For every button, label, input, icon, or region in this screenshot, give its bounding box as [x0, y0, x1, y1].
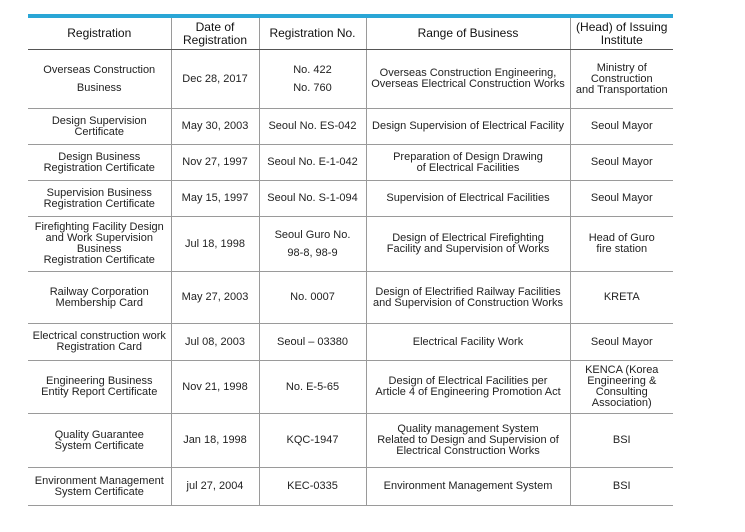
cell-range: Environment Management System	[366, 468, 570, 506]
cell-number: Seoul No. E-1-042	[259, 145, 366, 181]
header-date: Date of Registration	[171, 18, 259, 50]
cell-range: Design of Electrical Facilities per Article 4 of Engineering Promotion Act	[366, 361, 570, 414]
cell-registration: Supervision Business Registration Certificate	[28, 181, 171, 217]
cell-range: Preparation of Design Drawing of Electrical Facilities	[366, 145, 570, 181]
cell-number: No. 0007	[259, 272, 366, 324]
table-row	[28, 217, 673, 272]
header-row	[28, 18, 673, 50]
cell-range: Electrical Facility Work	[366, 324, 570, 361]
table-row	[28, 468, 673, 506]
header-number: Registration No.	[259, 18, 366, 50]
cell-issuer: Seoul Mayor	[570, 324, 673, 361]
cell-issuer: BSI	[570, 414, 673, 468]
cell-range: Design of Electrical Firefighting Facility and Supervision of Works	[366, 217, 570, 272]
table-row	[28, 109, 673, 145]
cell-registration: Railway Corporation Membership Card	[28, 272, 171, 324]
cell-issuer: KRETA	[570, 272, 673, 324]
cell-number	[259, 217, 366, 272]
header-range: Range of Business	[366, 18, 570, 50]
cell-issuer: Head of Guro fire station	[570, 217, 673, 272]
cell-registration: Design Business Registration Certificate	[28, 145, 171, 181]
cell-registration-text: Overseas Construction Business	[43, 64, 156, 94]
cell-issuer: BSI	[570, 468, 673, 506]
cell-range: Design Supervision of Electrical Facility	[366, 109, 570, 145]
cell-registration: Design Supervision Certificate	[28, 109, 171, 145]
cell-registration: Environment Management System Certificate	[28, 468, 171, 506]
cell-number: KQC-1947	[259, 414, 366, 468]
cell-number: Seoul – 03380	[259, 324, 366, 361]
cell-issuer: KENCA (Korea Engineering & Consulting Association)	[570, 361, 673, 414]
cell-date: Dec 28, 2017	[171, 50, 259, 109]
cell-number: Seoul No. ES-042	[259, 109, 366, 145]
cell-number: Seoul No. S-1-094	[259, 181, 366, 217]
table-row	[28, 145, 673, 181]
cell-number-text: Seoul Guro No. 98-8, 98-9	[274, 229, 351, 259]
cell-number	[259, 50, 366, 109]
table-row	[28, 414, 673, 468]
table-row	[28, 272, 673, 324]
table-row	[28, 361, 673, 414]
cell-date: Nov 27, 1997	[171, 145, 259, 181]
cell-date: jul 27, 2004	[171, 468, 259, 506]
header-issuer: (Head) of Issuing Institute	[570, 18, 673, 50]
cell-issuer: Seoul Mayor	[570, 145, 673, 181]
cell-registration: Quality Guarantee System Certificate	[28, 414, 171, 468]
cell-number: No. E-5-65	[259, 361, 366, 414]
cell-number-text: No. 422 No. 760	[293, 64, 332, 94]
registration-table	[28, 18, 673, 506]
cell-date: Jan 18, 1998	[171, 414, 259, 468]
cell-date: Nov 21, 1998	[171, 361, 259, 414]
cell-number: KEC-0335	[259, 468, 366, 506]
cell-registration	[28, 50, 171, 109]
cell-date: Jul 18, 1998	[171, 217, 259, 272]
cell-issuer: Ministry of Construction and Transportation	[570, 50, 673, 109]
cell-range: Design of Electrified Railway Facilities and Supervision of Construction Works	[366, 272, 570, 324]
cell-date: May 27, 2003	[171, 272, 259, 324]
cell-issuer: Seoul Mayor	[570, 109, 673, 145]
table-row	[28, 181, 673, 217]
cell-date: Jul 08, 2003	[171, 324, 259, 361]
cell-registration: Electrical construction work Registration Card	[28, 324, 171, 361]
header-registration: Registration	[28, 18, 171, 50]
cell-date: May 30, 2003	[171, 109, 259, 145]
cell-range: Overseas Construction Engineering, Overseas Electrical Construction Works	[366, 50, 570, 109]
cell-registration: Firefighting Facility Design and Work Supervision Business Registration Certificate	[28, 217, 171, 272]
table-row	[28, 324, 673, 361]
table-row	[28, 50, 673, 109]
cell-issuer: Seoul Mayor	[570, 181, 673, 217]
cell-date: May 15, 1997	[171, 181, 259, 217]
cell-registration: Engineering Business Entity Report Certificate	[28, 361, 171, 414]
cell-range: Supervision of Electrical Facilities	[366, 181, 570, 217]
cell-range: Quality management System Related to Design and Supervision of Electrical Construction Works	[366, 414, 570, 468]
